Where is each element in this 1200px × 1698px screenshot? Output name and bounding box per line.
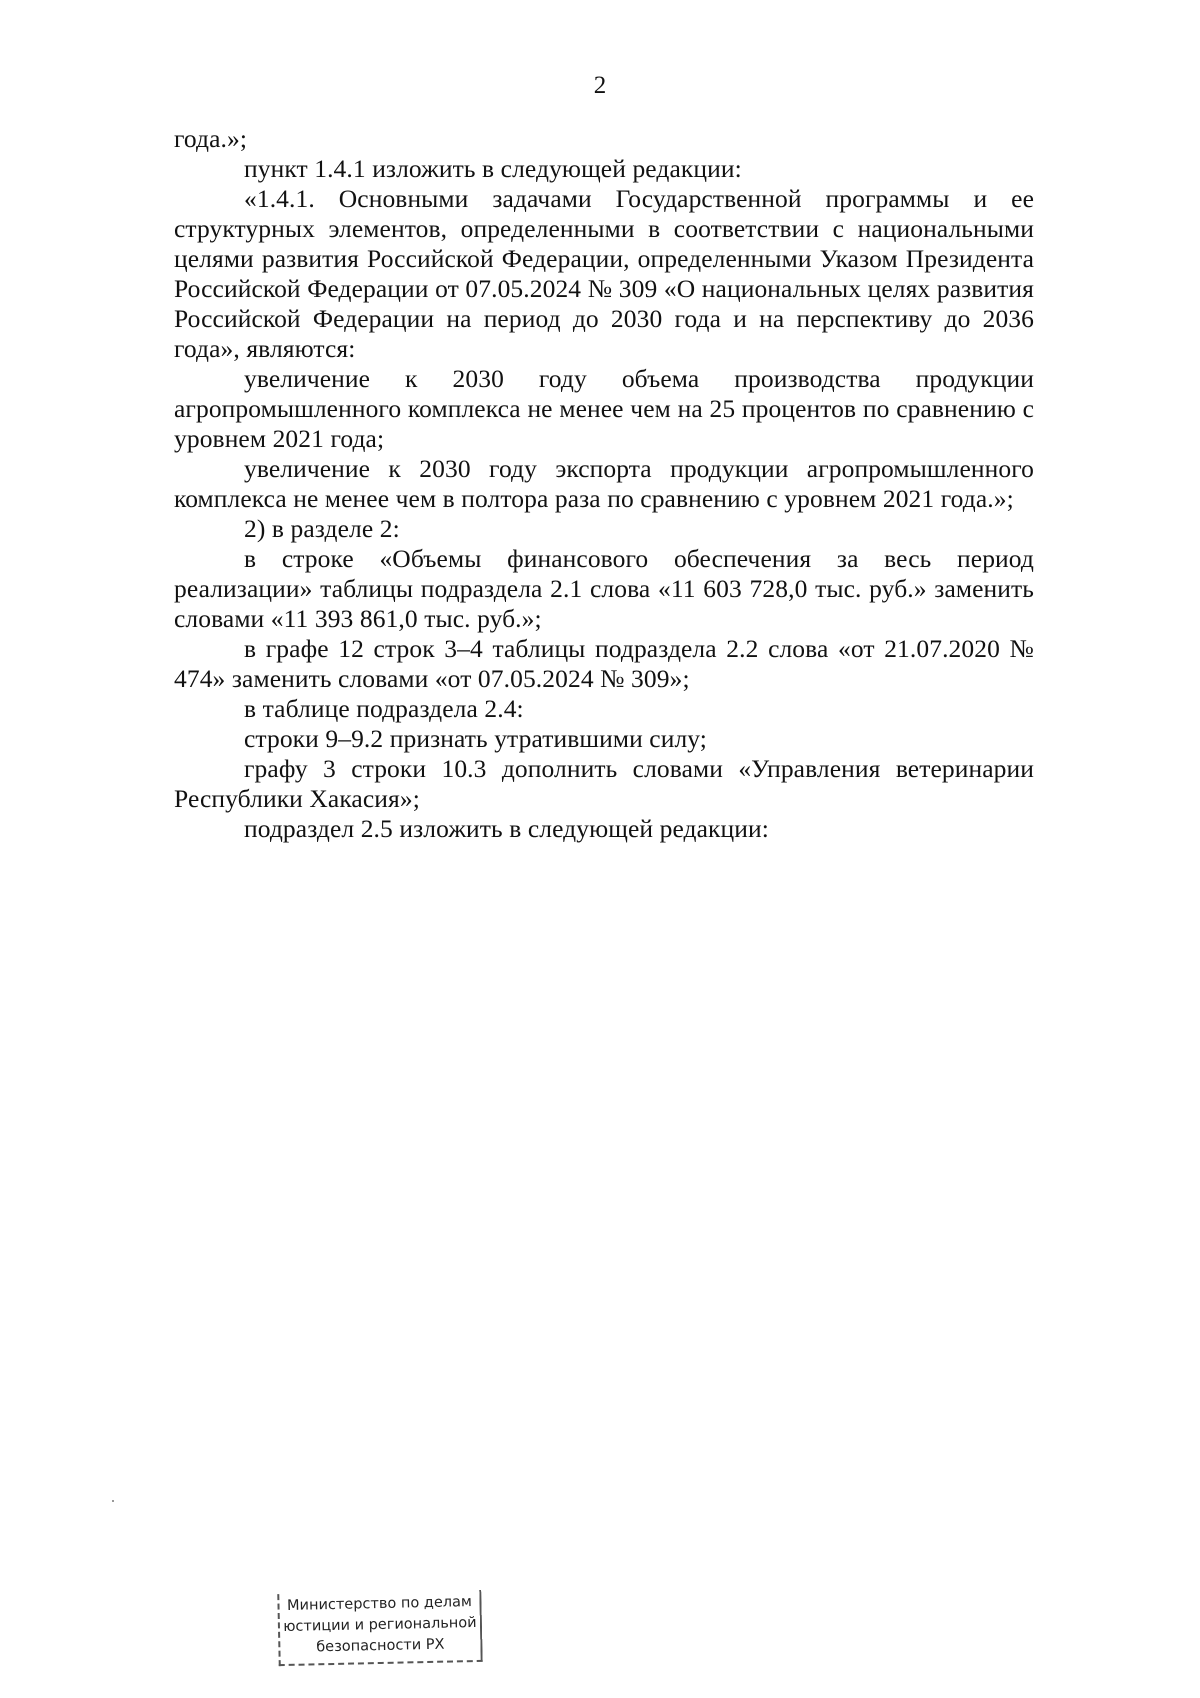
paragraph: подраздел 2.5 изложить в следующей редакции: <box>244 814 769 843</box>
paragraph: года.»; <box>174 124 248 153</box>
paragraph: увеличение к 2030 году объема производства продукции агропромышленного комплекса не менее чем на 25 процентов по сравнению с уровнем 2021 года; <box>174 364 1034 453</box>
paragraph: в графе 12 строк 3–4 таблицы подраздела 2.2 слова «от 21.07.2020 № 474» заменить словами «от 07.05.2024 № 309»; <box>174 634 1034 693</box>
ministry-stamp <box>277 1590 482 1666</box>
scan-speck <box>112 1500 114 1502</box>
paragraph: в строке «Объемы финансового обеспечения за весь период реализации» таблицы подраздела 2.1 слова «11 603 728,0 тыс. руб.» заменить словами «11 393 861,0 тыс. руб.»; <box>174 544 1034 633</box>
paragraph: в таблице подраздела 2.4: <box>244 694 524 723</box>
stamp-line: Министерство по делам <box>286 1594 473 1614</box>
paragraph: «1.4.1. Основными задачами Государственной программы и ее структурных элементов, определенными в соответствии с национальными целями развития Российской Федерации, определенными Указом Президента Российской Федерации от 07.05.2024 № 309 «О национальных целях развития Российской Федерации на период до 2030 года и на перспективу до 2036 года», являются: <box>174 184 1034 363</box>
paragraph: строки 9–9.2 признать утратившими силу; <box>244 724 707 753</box>
stamp-line: юстиции и региональной <box>283 1614 477 1636</box>
page-number: 2 <box>593 72 607 99</box>
stamp-line: безопасности РХ <box>316 1636 445 1656</box>
paragraph: увеличение к 2030 году экспорта продукции агропромышленного комплекса не менее чем в полтора раза по сравнению с уровнем 2021 года.»; <box>174 454 1034 513</box>
paragraph: графу 3 строки 10.3 дополнить словами «Управления ветеринарии Республики Хакасия»; <box>174 754 1034 813</box>
paragraph: пункт 1.4.1 изложить в следующей редакции: <box>244 154 742 183</box>
paragraph: 2) в разделе 2: <box>244 514 400 543</box>
document-body <box>174 124 1034 844</box>
